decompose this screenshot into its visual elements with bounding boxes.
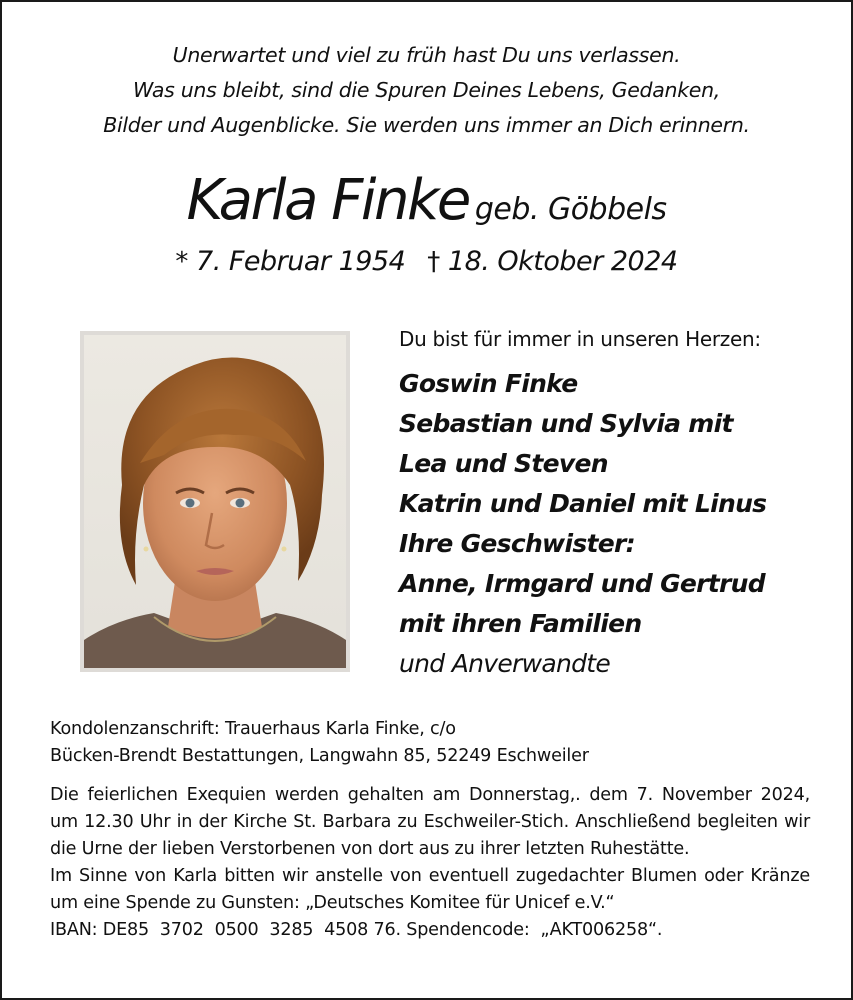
mourner-line: Anne, Irmgard und Gertrud (399, 569, 765, 598)
condolence-address-line: Bücken-Brendt Bestattungen, Langwahn 85, 52249 Eschweiler (50, 746, 589, 766)
mourner-line: Katrin und Daniel mit Linus (399, 489, 767, 518)
birth-date: 7. Februar 1954 (196, 246, 406, 277)
death-cross-icon: † (427, 247, 440, 277)
notice-footer (50, 716, 810, 944)
maiden-name: geb. Göbbels (474, 192, 667, 227)
mourners-closing: und Anverwandte (399, 649, 611, 678)
mourner-line: Lea und Steven (399, 449, 608, 478)
donation-iban-line: IBAN: DE85 3702 0500 3285 4508 76. Spendencode: „AKT006258“. (50, 920, 663, 940)
life-dates (2, 246, 851, 277)
portrait-photo (80, 331, 350, 672)
service-info-line: um 12.30 Uhr in der Kirche St. Barbara zu Eschweiler-Stich. Anschließend begleiten wir (50, 812, 810, 832)
mourners-intro: Du bist für immer in unseren Herzen: (399, 327, 761, 351)
mourners-list (399, 364, 766, 684)
verse-line: Unerwartet und viel zu früh hast Du uns verlassen. (172, 43, 681, 67)
portrait-image (84, 335, 346, 668)
mourner-line: Goswin Finke (399, 369, 578, 398)
verse-line: Bilder und Augenblicke. Sie werden uns immer an Dich erinnern. (103, 113, 750, 137)
birth-star-icon: * (175, 247, 188, 277)
death-date: 18. Oktober 2024 (447, 246, 678, 277)
memorial-verse (2, 38, 851, 143)
mourner-line: Sebastian und Sylvia mit (399, 409, 733, 438)
service-info-line: Die feierlichen Exequien werden gehalten am Donnerstag,. dem 7. November 2024, (50, 785, 810, 805)
donation-info-line: Im Sinne von Karla bitten wir anstelle von eventuell zugedachter Blumen oder Kränze (50, 866, 810, 886)
donation-info-line: um eine Spende zu Gunsten: „Deutsches Komitee für Unicef e.V.“ (50, 893, 615, 913)
verse-line: Was uns bleibt, sind die Spuren Deines Lebens, Gedanken, (132, 78, 720, 102)
deceased-name-line (2, 168, 851, 233)
deceased-name: Karla Finke (186, 168, 469, 233)
mourner-line: Ihre Geschwister: (399, 529, 635, 558)
mourner-line: mit ihren Familien (399, 609, 642, 638)
service-info-line: die Urne der lieben Verstorbenen von dort aus zu ihrer letzten Ruhestätte. (50, 839, 690, 859)
condolence-address-line: Kondolenzanschrift: Trauerhaus Karla Finke, c/o (50, 719, 456, 739)
